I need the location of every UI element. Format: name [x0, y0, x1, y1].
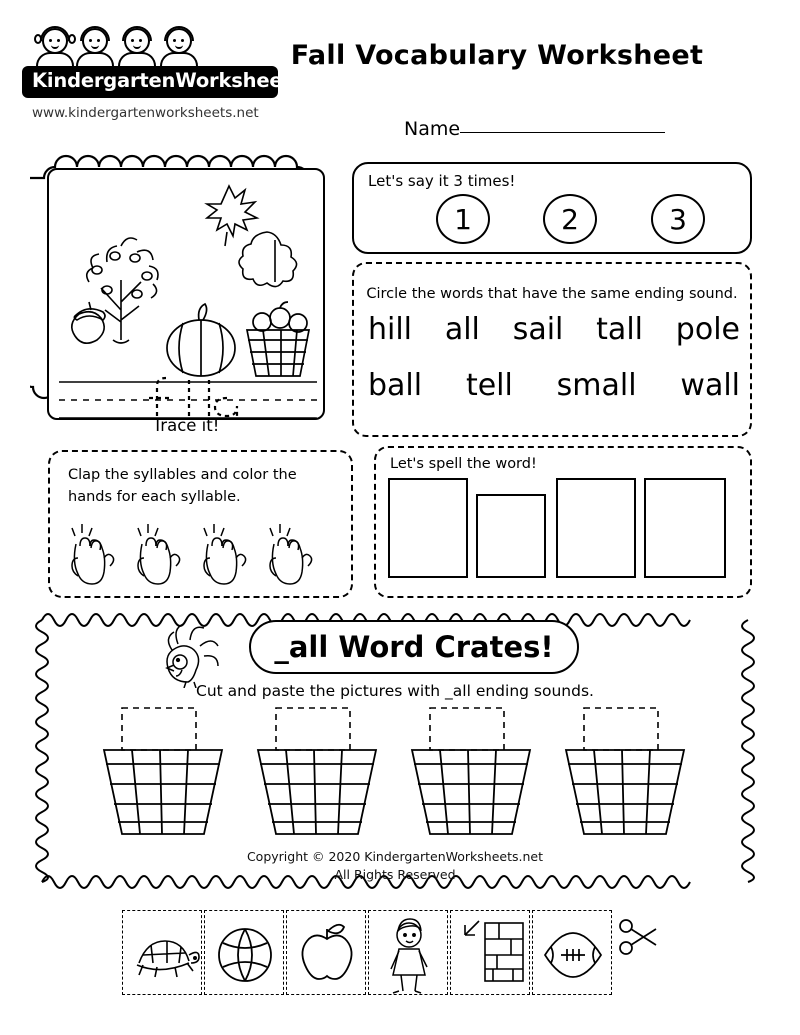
- word-crates-panel: [34, 606, 756, 896]
- fall-scene-illustration: [49, 170, 325, 420]
- say-count-2[interactable]: 2: [543, 194, 597, 244]
- kid-figure-icon: [74, 26, 118, 66]
- cutout-wall[interactable]: [450, 910, 530, 995]
- paste-basket[interactable]: [556, 706, 701, 846]
- kid-figure-icon: [158, 26, 202, 66]
- site-logo: [22, 28, 341, 122]
- say-it-caption: Let's say it 3 times!: [368, 172, 516, 190]
- word-option[interactable]: pole: [675, 312, 740, 347]
- apple-basket-icon: [247, 302, 309, 376]
- football-icon: [533, 911, 613, 996]
- kids-illustration: [34, 28, 249, 66]
- word-option[interactable]: all: [444, 312, 480, 347]
- scissors-icon: [618, 918, 662, 958]
- clapping-hands-icon[interactable]: [66, 518, 128, 590]
- syllables-box: [48, 450, 353, 598]
- paste-basket[interactable]: [402, 706, 547, 846]
- letter-box[interactable]: [388, 478, 468, 578]
- page-title: Fall Vocabulary Worksheet: [290, 40, 704, 71]
- cutout-apple[interactable]: [286, 910, 366, 995]
- paste-basket[interactable]: [94, 706, 239, 846]
- clapping-hands-icon[interactable]: [264, 518, 326, 590]
- say-count-1[interactable]: 1: [436, 194, 490, 244]
- copyright-line: Copyright © 2020 KindergartenWorksheets.net: [246, 849, 544, 864]
- trace-instruction: Trace it!: [152, 416, 220, 435]
- syllables-caption: Clap the syllables and color the hands for each syllable.: [68, 467, 297, 506]
- letter-box[interactable]: [556, 478, 636, 578]
- word-option[interactable]: hill: [368, 312, 413, 347]
- crates-subtitle: Cut and paste the pictures with _all ending sounds.: [196, 682, 594, 700]
- cutout-girl[interactable]: [368, 910, 448, 995]
- kid-figure-icon: [116, 26, 160, 66]
- letter-box[interactable]: [476, 494, 546, 578]
- letter-boxes: [386, 478, 742, 588]
- cutout-strip: [122, 910, 682, 1005]
- say-it-three-times-box: [352, 162, 752, 254]
- oak-leaf-icon: [239, 232, 297, 287]
- circle-words-caption: Circle the words that have the same ending sound.: [366, 286, 738, 302]
- logo-word-kindergarten: Kindergarten: [32, 69, 176, 92]
- clapping-hands-icon[interactable]: [132, 518, 194, 590]
- spell-the-word-box: [374, 446, 752, 598]
- name-field[interactable]: [404, 118, 665, 140]
- turkey-icon: [150, 620, 228, 688]
- cutout-turtle[interactable]: [122, 910, 202, 995]
- apple-icon: [287, 911, 367, 996]
- crates-title: _all Word Crates!: [249, 620, 579, 674]
- word-option[interactable]: small: [556, 368, 637, 403]
- pumpkin-icon: [167, 304, 235, 376]
- spell-caption: Let's spell the word!: [390, 456, 537, 472]
- circle-words-row-1: [368, 312, 740, 347]
- worksheet-header: [0, 18, 800, 138]
- site-url: www.kindergartenworksheets.net: [32, 105, 259, 122]
- kid-figure-icon: [34, 26, 78, 66]
- word-option[interactable]: tall: [596, 312, 643, 347]
- letter-box[interactable]: [644, 478, 726, 578]
- name-label: Name: [404, 118, 461, 140]
- maple-leaf-icon: [207, 186, 257, 246]
- logo-word-tld: .net: [302, 69, 341, 92]
- word-option[interactable]: ball: [368, 368, 423, 403]
- cutout-football[interactable]: [532, 910, 612, 995]
- girl-icon: [369, 911, 449, 996]
- trace-picture-area: [47, 168, 325, 420]
- circle-words-row-2: [368, 368, 740, 403]
- baskets-row: [82, 706, 712, 846]
- ball-icon: [205, 911, 285, 996]
- say-count-3[interactable]: 3: [651, 194, 705, 244]
- rights-line: All Rights Reserved: [334, 867, 456, 883]
- paste-basket[interactable]: [248, 706, 393, 846]
- word-option[interactable]: wall: [680, 368, 740, 403]
- footer-copyright: [34, 848, 756, 884]
- logo-word-worksheets: Worksheets: [175, 69, 303, 92]
- turtle-icon: [123, 911, 203, 996]
- circle-words-box: [352, 262, 752, 437]
- logo-wordmark: [22, 66, 341, 98]
- clapping-hands-row: [64, 518, 344, 590]
- cutout-ball[interactable]: [204, 910, 284, 995]
- trace-card: [30, 152, 342, 437]
- word-option[interactable]: sail: [512, 312, 564, 347]
- wall-icon: [451, 911, 531, 996]
- word-option[interactable]: tell: [465, 368, 513, 403]
- clapping-hands-icon[interactable]: [198, 518, 260, 590]
- acorn-icon: [72, 302, 105, 343]
- name-rule[interactable]: [460, 131, 665, 133]
- trace-word-dotted: [149, 378, 237, 416]
